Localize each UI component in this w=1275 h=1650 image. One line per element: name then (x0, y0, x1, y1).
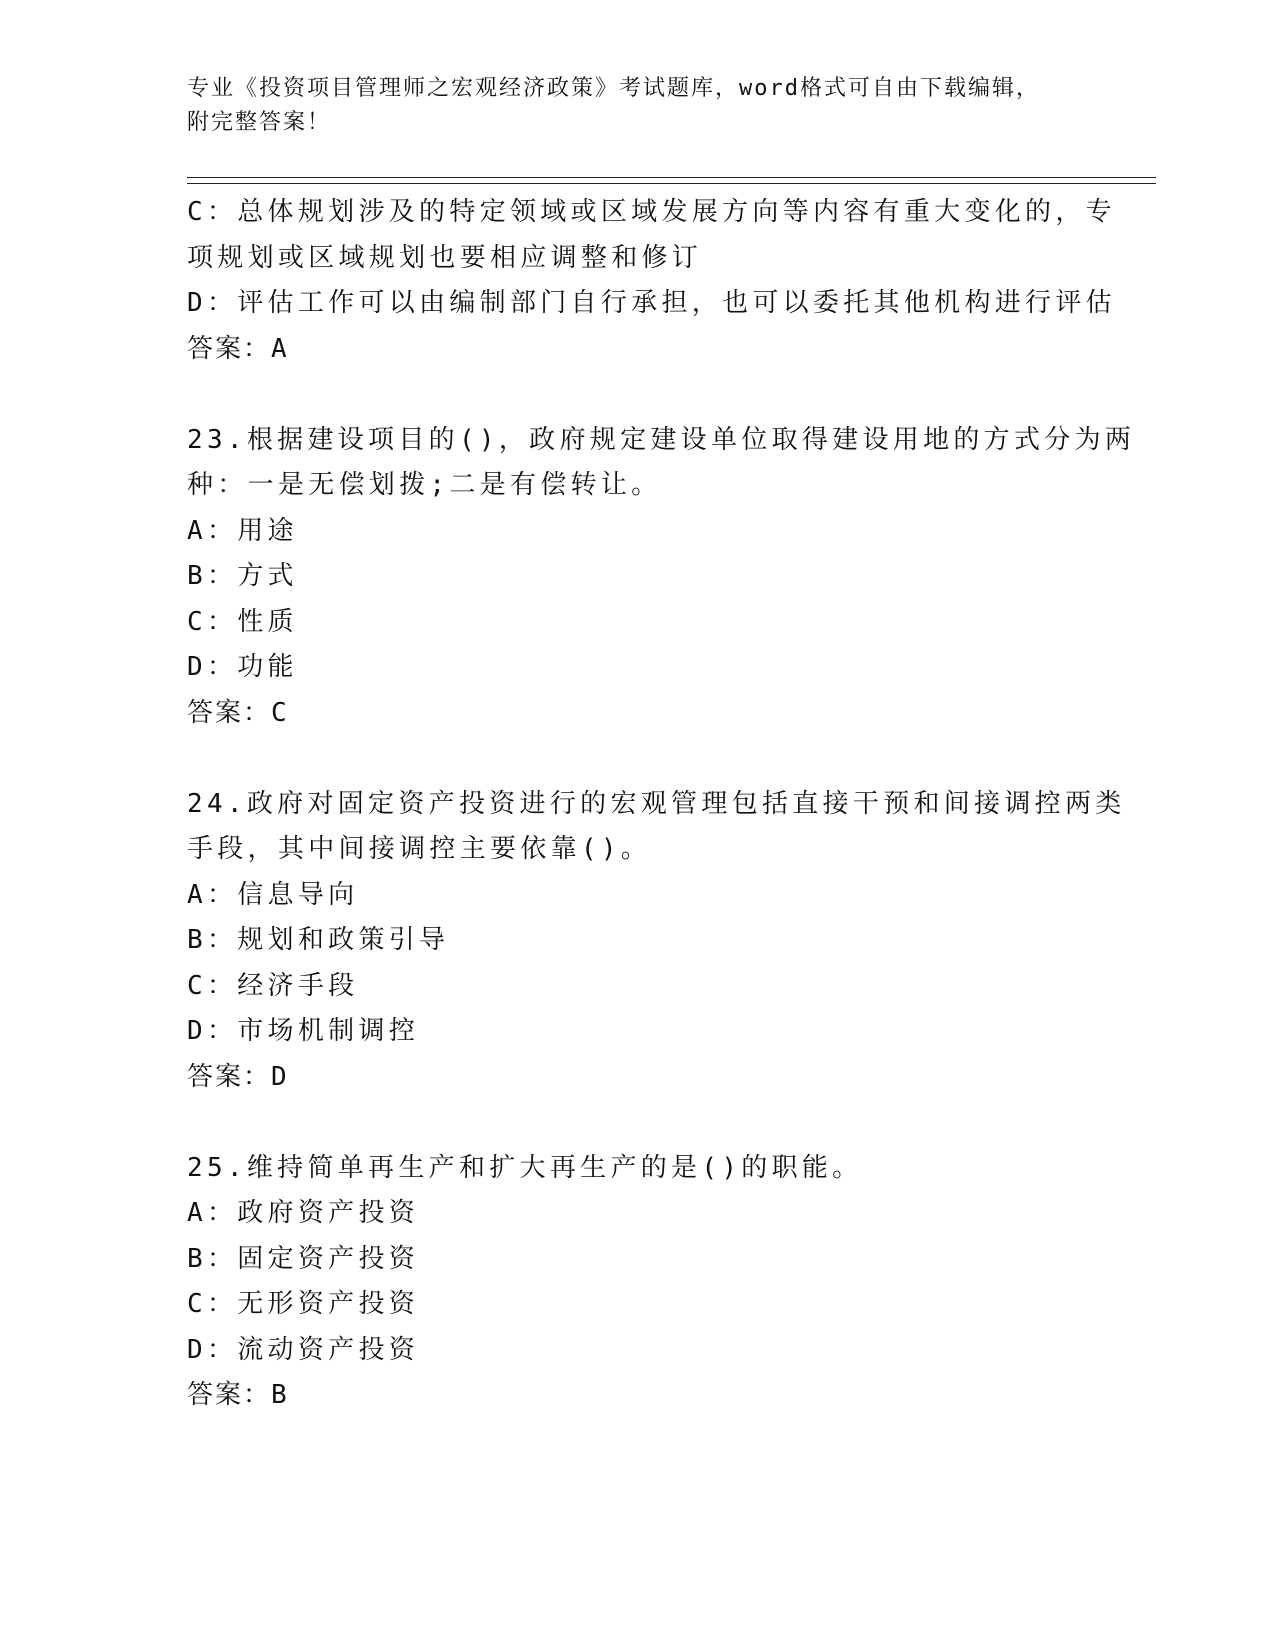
question-stem: 24.政府对固定资产投资进行的宏观管理包括直接干预和间接调控两类 (187, 788, 1126, 819)
answer-line (187, 1373, 1087, 1419)
answer-value: B (271, 1380, 289, 1410)
answer-line (187, 327, 1087, 373)
answer-label: 答案： (187, 1061, 272, 1092)
option-c: C：总体规划涉及的特定领域或区域发展方向等内容有重大变化的，专 (187, 197, 1116, 227)
option-c: C：经济手段 (187, 970, 359, 1001)
spacer (187, 736, 1087, 782)
option-b: B：固定资产投资 (187, 1243, 420, 1274)
header-divider-top (187, 177, 1156, 178)
option-d: D：市场机制调控 (187, 1016, 420, 1046)
question-stem: 25.维持简单再生产和扩大再生产的是()的职能。 (187, 1152, 863, 1183)
option-d: D：流动资产投资 (187, 1334, 420, 1365)
answer-line (187, 1055, 1087, 1101)
option-c-continued: 项规划或区域规划也要相应调整和修订 (187, 242, 703, 273)
option-b: B：方式 (187, 561, 298, 591)
header-line-1: 专业《投资项目管理师之宏观经济政策》考试题库，word格式可自由下载编辑， (187, 76, 1040, 101)
answer-label: 答案： (187, 1380, 272, 1410)
question-25 (187, 1146, 1087, 1419)
answer-label: 答案： (187, 333, 272, 364)
question-stem-continued: 种：一是无偿划拨;二是有偿转让。 (187, 470, 662, 500)
question-stem: 23.根据建设项目的()，政府规定建设单位取得建设用地的方式分为两 (187, 424, 1136, 455)
answer-value: A (271, 333, 289, 364)
spacer (187, 372, 1087, 418)
answer-value: C (271, 697, 289, 728)
header-divider-bottom (187, 183, 1156, 184)
question-24 (187, 782, 1126, 1101)
option-c: C：无形资产投资 (187, 1289, 420, 1319)
document-header (187, 72, 1087, 140)
answer-line (187, 691, 1087, 737)
answer-label: 答案： (187, 697, 272, 728)
spacer (187, 1100, 1087, 1146)
question-content (187, 190, 1136, 1419)
answer-value: D (271, 1061, 289, 1092)
option-d: D：评估工作可以由编制部门自行承担，也可以委托其他机构进行评估 (187, 288, 1116, 318)
option-d: D：功能 (187, 652, 298, 682)
option-a: A：信息导向 (187, 879, 359, 910)
question-stem-continued: 手段，其中间接调控主要依靠()。 (187, 834, 652, 864)
option-c: C：性质 (187, 606, 298, 637)
option-a: A：用途 (187, 515, 298, 546)
header-line-2: 附完整答案！ (187, 110, 332, 135)
option-b: B：规划和政策引导 (187, 925, 450, 955)
prev-question-block (187, 190, 1116, 372)
question-23 (187, 418, 1136, 737)
option-a: A：政府资产投资 (187, 1198, 420, 1228)
